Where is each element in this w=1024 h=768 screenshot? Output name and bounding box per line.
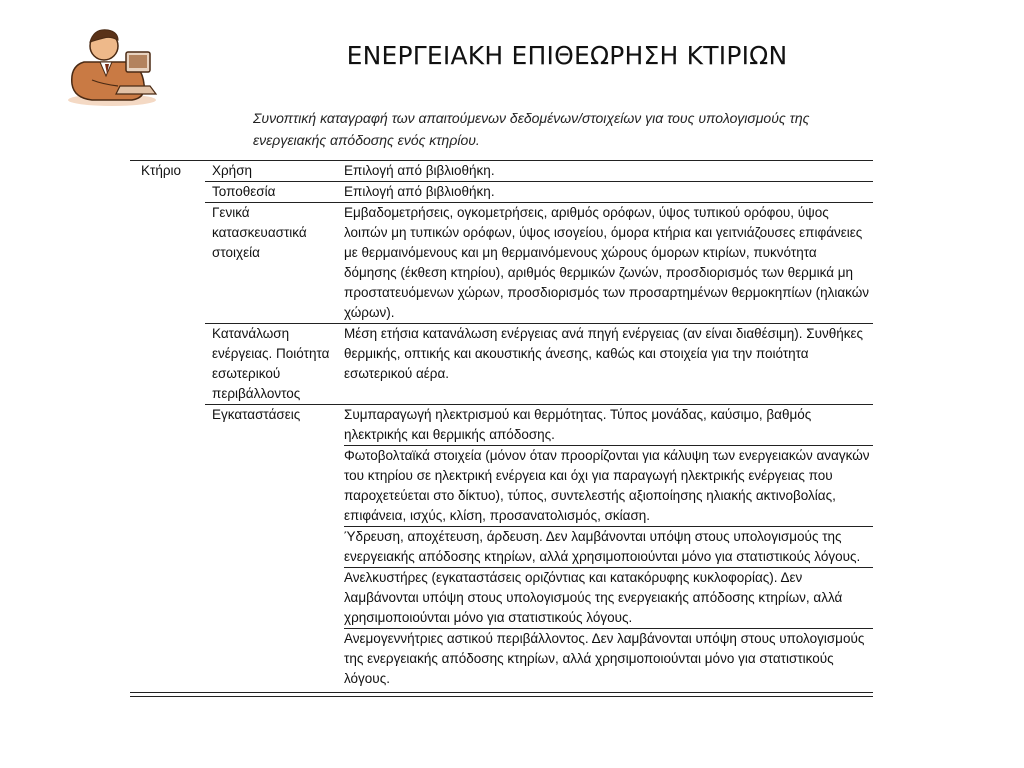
row-label-construction: Γενικά κατασκευαστικά στοιχεία (205, 203, 338, 324)
row-label-installations: Εγκαταστάσεις (212, 407, 301, 422)
installation-photovoltaics: Φωτοβολταϊκά στοιχεία (μόνον όταν προορίζονται για κάλυψη των ενεργειακών αναγκών του κτηρίου σε ηλεκτρική ενέργεια και όχι για παραγωγή ηλεκτρικής ενέργειας που παροχετεύεται στο δίκτυο), τύπος, συντελεστής αξιοποίησης ηλιακής ακτινοβολίας, επιφάνεια, ισχύς, κλίση, προσανατολισμός, σκίαση. (344, 446, 873, 527)
table-bottom-rule-2 (130, 696, 873, 697)
installation-wind-turbines: Ανεμογεννήτριες αστικού περιβάλλοντος. Δεν λαμβάνονται υπόψη στους υπολογισμούς της ενεργειακής απόδοσης κτηρίων, αλλά χρησιμοποιούνται μόνο για στατιστικούς λόγους. (344, 631, 865, 686)
table-row (130, 161, 873, 182)
table-row (130, 405, 873, 689)
table-row (130, 203, 873, 324)
installation-cogeneration: Συμπαραγωγή ηλεκτρισμού και θερμότητας. Τύπος μονάδας, καύσιμο, βαθμός ηλεκτρικής και θερμικής απόδοσης. (344, 405, 873, 446)
row-value-construction: Εμβαδομετρήσεις, ογκομετρήσεις, αριθμός ορόφων, ύψος τυπικού ορόφου, ύψος λοιπών μη τυπικών ορόφων, ύψος ισογείου, όμορα κτήρια και γειτνιάζουσες επιφάνειες με θερμαινόμενους και μη θερμαινόμενους χώρους όμορων κτιρίων, πυκνότητα δόμησης (έκθεση κτηρίου), αριθμός θερμικών ζωνών, προσδιορισμός των θερμικά μη προστατευόμενων χώρων, προσδιορισμός των προσαρτημένων θερμοκηπίων (ηλιακών χώρων). (338, 203, 873, 324)
table-caption: Συνοπτική καταγραφή των απαιτούμενων δεδομένων/στοιχείων για τους υπολογισμούς της ενεργειακής απόδοσης ενός κτηρίου. (253, 110, 810, 148)
row-label-energy-consumption: Κατανάλωση ενέργειας. Ποιότητα εσωτερικού περιβάλλοντος (205, 324, 338, 405)
page-title: ΕΝΕΡΓΕΙΑΚΗ ΕΠΙΘΕΩΡΗΣΗ ΚΤΙΡΙΩΝ (346, 41, 788, 70)
row-value-energy-consumption: Μέση ετήσια κατανάλωση ενέργειας ανά πηγή ενέργειας (αν είναι διαθέσιμη). Συνθήκες θερμικής, οπτικής και ακουστικής άνεσης, καθώς και στοιχεία για την ποιότητα εσωτερικού αέρα. (338, 324, 873, 405)
row-label-location: Τοποθεσία (205, 182, 338, 203)
table-row (130, 324, 873, 405)
row-label-usage: Χρήση (205, 161, 338, 182)
row-value-location: Επιλογή από βιβλιοθήκη. (338, 182, 873, 203)
row-values-installations (338, 405, 873, 689)
table-bottom-rule (130, 692, 873, 693)
group-label: Κτήριο (141, 163, 182, 178)
row-value-usage: Επιλογή από βιβλιοθήκη. (338, 161, 873, 182)
installation-water: Ύδρευση, αποχέτευση, άρδευση. Δεν λαμβάνονται υπόψη στους υπολογισμούς της ενεργειακής απόδοσης κτηρίων, αλλά χρησιμοποιούνται μόνο για στατιστικούς λόγους. (344, 527, 873, 568)
data-requirements-table (130, 160, 873, 697)
installation-elevators: Ανελκυστήρες (εγκαταστάσεις οριζόντιας και κατακόρυφης κυκλοφορίας). Δεν λαμβάνονται υπόψη στους υπολογισμούς της ενεργειακής απόδοσης κτηρίων, αλλά χρησιμοποιούνται μόνο για στατιστικούς λόγους. (344, 568, 873, 629)
table-row (130, 182, 873, 203)
